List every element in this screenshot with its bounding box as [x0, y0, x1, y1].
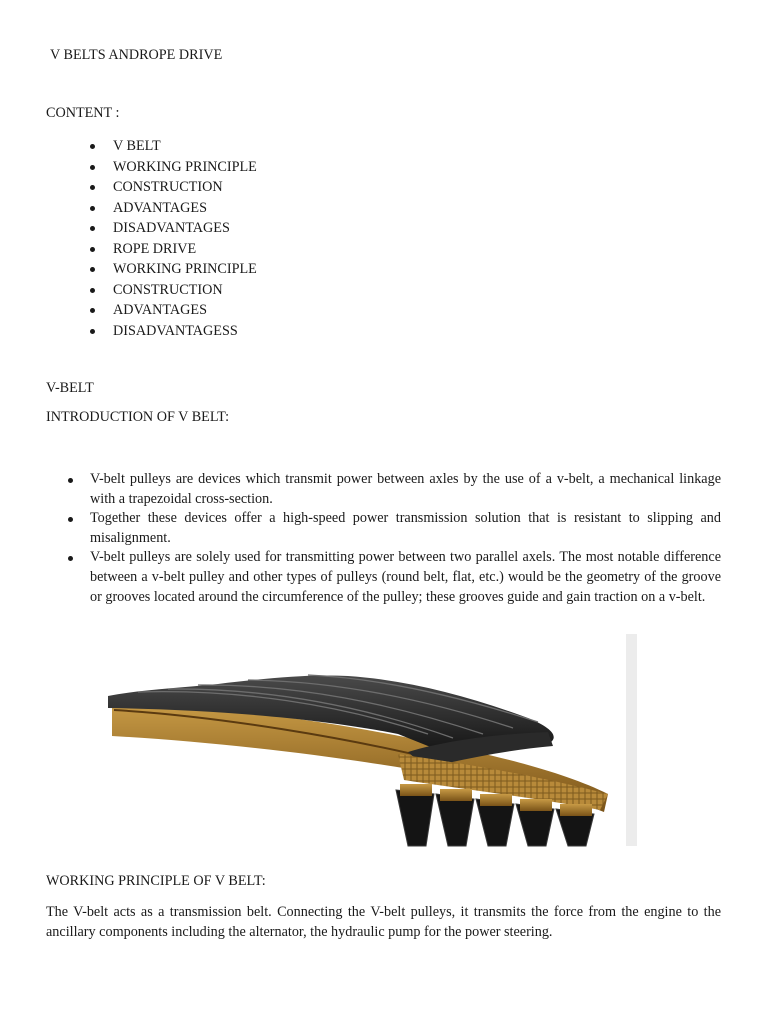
contents-item: CONSTRUCTION — [90, 177, 257, 198]
section-heading-vbelt: V-BELT — [46, 380, 94, 396]
section-heading-introduction: INTRODUCTION OF V BELT: — [46, 409, 230, 425]
contents-item: CONSTRUCTION — [90, 280, 257, 301]
section-heading-working-principle: WORKING PRINCIPLE OF V BELT: — [46, 873, 266, 889]
document-title: V BELTS ANDROPE DRIVE — [50, 47, 223, 63]
contents-item: DISADVANTAGES — [90, 218, 257, 239]
introduction-point: V-belt pulleys are devices which transmit power between axles by the use of a v-belt, a mechanical linkage with a trapezoidal cross-section. — [67, 470, 721, 509]
introduction-point: Together these devices offer a high-speed power transmission solution that is resistant to slipping and misalignment. — [67, 509, 721, 548]
contents-item: ROPE DRIVE — [90, 239, 257, 260]
contents-list — [90, 136, 257, 341]
contents-item: WORKING PRINCIPLE — [90, 157, 257, 178]
contents-heading: CONTENT : — [46, 105, 120, 121]
introduction-point: V-belt pulleys are solely used for transmitting power between two parallel axels. The most notable difference between a v-belt pulley and other types of pulleys (round belt, flat, etc.) would be the geometry of the groove or grooves located around the circumference of the pulley; these grooves guide and gain traction on a v-belt. — [67, 548, 721, 607]
contents-item: WORKING PRINCIPLE — [90, 259, 257, 280]
contents-item: DISADVANTAGESS — [90, 321, 257, 342]
v-belt-image — [108, 634, 640, 848]
contents-item: ADVANTAGES — [90, 300, 257, 321]
contents-item: V BELT — [90, 136, 257, 157]
introduction-list — [67, 470, 721, 607]
contents-item: ADVANTAGES — [90, 198, 257, 219]
working-principle-paragraph: The V-belt acts as a transmission belt. Connecting the V-belt pulleys, it transmits the force from the engine to the ancillary components including the alternator, the hydraulic pump for the power steering. — [46, 904, 721, 940]
